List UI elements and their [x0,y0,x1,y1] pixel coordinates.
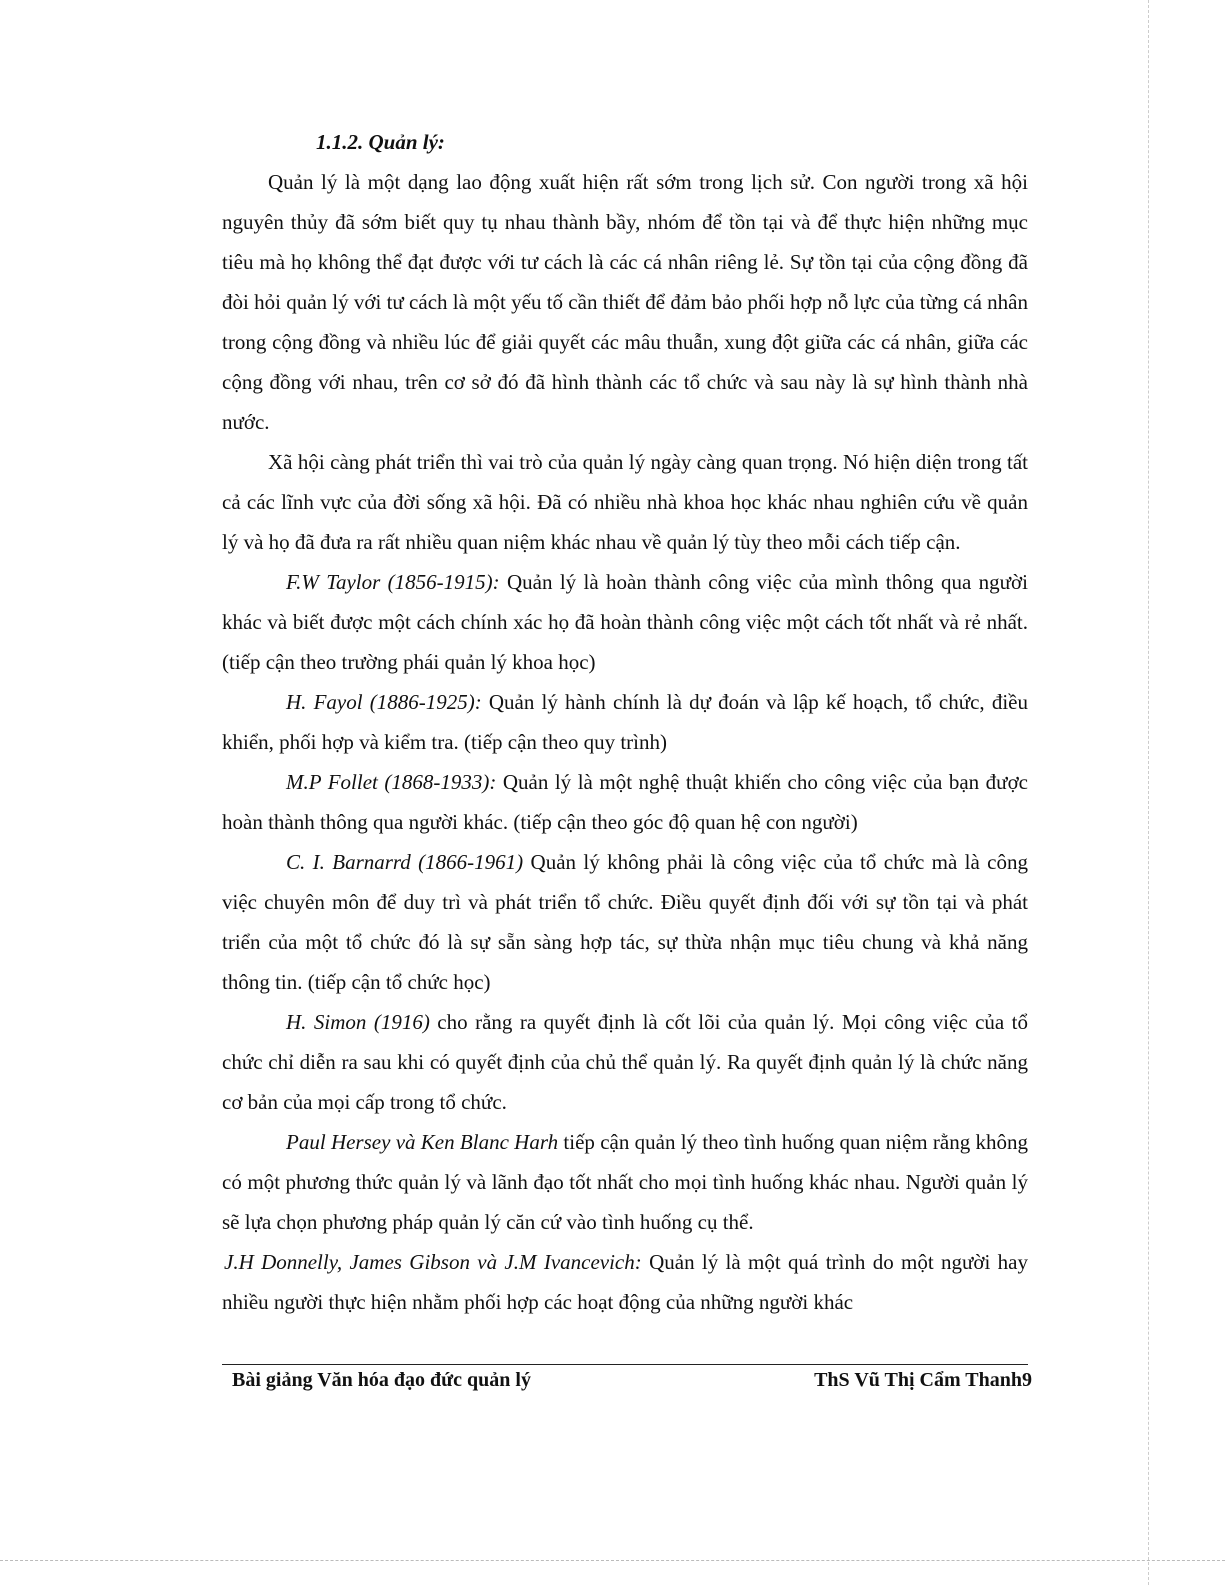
scan-edge-right [1148,0,1149,1585]
author-name: H. Fayol (1886-1925): [286,690,482,714]
author-name: Paul Hersey và Ken Blanc Harh [286,1130,559,1154]
paragraph-follet [222,762,1028,842]
paragraph-hersey [222,1122,1028,1242]
paragraph-taylor [222,562,1028,682]
paragraph-1 [222,162,1028,442]
paragraph-2 [222,442,1028,562]
footer-course-title: Bài giảng Văn hóa đạo đức quản lý [232,1369,531,1391]
author-name: F.W Taylor (1856-1915): [286,570,500,594]
body-text [222,122,1028,1322]
paragraph-donnelly [222,1242,1028,1322]
author-name: C. I. Barnarrd (1866-1961) [286,850,524,874]
footer-divider [222,1364,1028,1365]
paragraph-text: Quản lý là hoàn thành công việc của mình thông qua người khác và biết được một cách chính xác họ đã hoàn thành công việc một cách tốt nhất và rẻ nhất. (tiếp cận theo trường phái quản lý khoa học) [222,570,1028,674]
scan-edge-bottom [0,1560,1225,1561]
paragraph-text: Quản lý hành chính là dự đoán và lập kế hoạch, tổ chức, điều khiển, phối hợp và kiểm tra. (tiếp cận theo quy trình) [222,690,1028,754]
paragraph-text: Quản lý là một dạng lao động xuất hiện rất sớm trong lịch sử. Con người trong xã hội nguyên thủy đã sớm biết quy tụ nhau thành bầy, nhóm để tồn tại và để thực hiện những mục tiêu mà họ không thể đạt được với tư cách là các cá nhân riêng lẻ. Sự tồn tại của cộng đồng đã đòi hỏi quản lý với tư cách là một yếu tố cần thiết để đảm bảo phối hợp nỗ lực của từng cá nhân trong cộng đồng và nhiều lúc để giải quyết các mâu thuẫn, xung đột giữa các cá nhân, giữa các cộng đồng với nhau, trên cơ sở đó đã hình thành các tổ chức và sau này là sự hình thành nhà nước. [222,170,1028,434]
paragraph-fayol [222,682,1028,762]
paragraph-simon [222,1002,1028,1122]
section-heading: 1.1.2. Quản lý: [316,130,445,154]
paragraph-text: tiếp cận quản lý theo tình huống quan niệm rằng không có một phương thức quản lý và lãnh đạo tốt nhất cho mọi tình huống khác nhau. Người quản lý sẽ lựa chọn phương pháp quản lý căn cứ vào tình huống cụ thể. [222,1130,1028,1234]
author-name: H. Simon (1916) [286,1010,430,1034]
paragraph-text: Quản lý không phải là công việc của tổ chức mà là công việc chuyên môn để duy trì và phát triển tổ chức. Điều quyết định đối với sự tồn tại và phát triển của một tổ chức đó là sự sẵn sàng hợp tác, sự thừa nhận mục tiêu chung và khả năng thông tin. (tiếp cận tổ chức học) [222,850,1029,994]
paragraph-text: Quản lý là một nghệ thuật khiến cho công việc của bạn được hoàn thành thông qua người khác. (tiếp cận theo góc độ quan hệ con người) [222,770,1028,834]
footer-author-page: ThS Vũ Thị Cẩm Thanh9 [814,1369,1032,1391]
paragraph-text: Quản lý là một quá trình do một người hay nhiều người thực hiện nhằm phối hợp các hoạt động của những người khác [222,1250,1028,1314]
paragraph-barnarrd [222,842,1028,1002]
author-name: J.H Donnelly, James Gibson và J.M Ivancevich: [224,1250,642,1274]
author-name: M.P Follet (1868-1933): [286,770,497,794]
paragraph-text: Xã hội càng phát triển thì vai trò của quản lý ngày càng quan trọng. Nó hiện diện trong tất cả các lĩnh vực của đời sống xã hội. Đã có nhiều nhà khoa học khác nhau nghiên cứu về quản lý và họ đã đưa ra rất nhiều quan niệm khác nhau về quản lý tùy theo mỗi cách tiếp cận. [222,450,1028,554]
paragraph-text: cho rằng ra quyết định là cốt lõi của quản lý. Mọi công việc của tổ chức chỉ diễn ra sau khi có quyết định của chủ thể quản lý. Ra quyết định quản lý là chức năng cơ bản của mọi cấp trong tổ chức. [222,1010,1029,1114]
